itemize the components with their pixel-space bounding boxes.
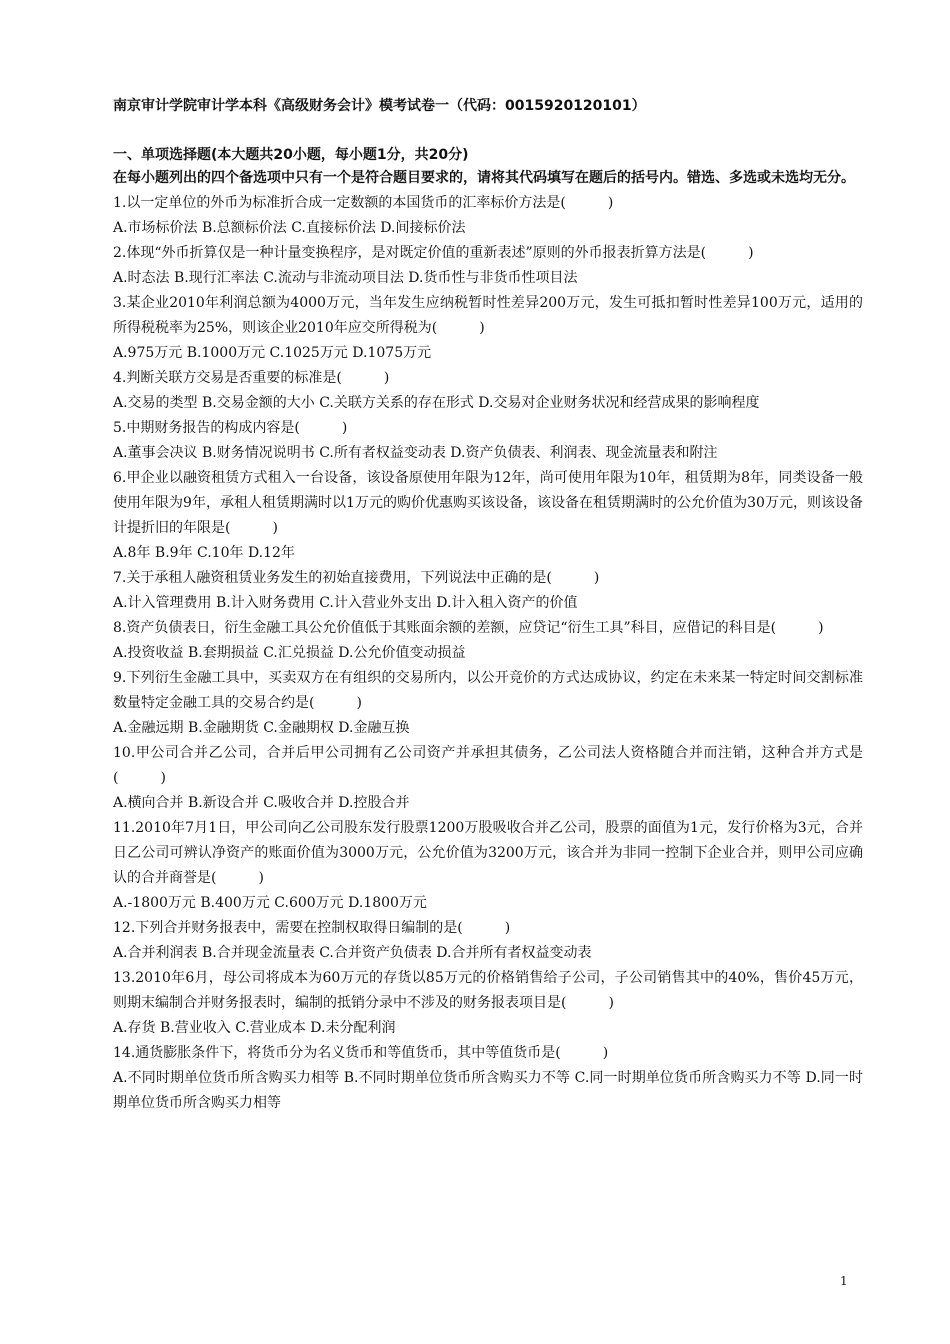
question-options: A.975万元 B.1000万元 C.1025万元 D.1075万元 bbox=[113, 345, 432, 361]
question-options: A.投资收益 B.套期损益 C.汇兑损益 D.公允价值变动损益 bbox=[113, 645, 466, 661]
question-text: 7.关于承租人融资租赁业务发生的初始直接费用，下列说法中正确的是( ) bbox=[113, 570, 600, 586]
question-text: 3.某企业2010年利润总额为4000万元，当年发生应纳税暂时性差异200万元，发生可抵扣暂时性差异100万元，适用的所得税税率为25%，则该企业2010年应交所得税为( ) bbox=[113, 295, 863, 336]
question-item bbox=[113, 291, 863, 366]
question-item bbox=[113, 916, 863, 966]
question-options: A.计入管理费用 B.计入财务费用 C.计入营业外支出 D.计入租入资产的价值 bbox=[113, 595, 578, 611]
question-text: 12.下列合并财务报表中，需要在控制权取得日编制的是( ) bbox=[113, 920, 511, 936]
question-text: 9.下列衍生金融工具中，买卖双方在有组织的交易所内，以公开竞价的方式达成协议，约定在未来某一特定时间交割标准数量特定金融工具的交易合约是( ) bbox=[113, 670, 863, 711]
question-options: A.-1800万元 B.400万元 C.600万元 D.1800万元 bbox=[113, 895, 427, 911]
question-options: A.交易的类型 B.交易金额的大小 C.关联方关系的存在形式 D.交易对企业财务状况和经营成果的影响程度 bbox=[113, 395, 760, 411]
question-list bbox=[113, 191, 863, 1116]
question-options: A.横向合并 B.新设合并 C.吸收合并 D.控股合并 bbox=[113, 795, 410, 811]
section-heading: 一、单项选择题(本大题共20小题，每小题1分，共20分) bbox=[113, 147, 469, 163]
question-text: 2.体现“外币折算仅是一种计量变换程序，是对既定价值的重新表述”原则的外币报表折算方法是( ) bbox=[113, 245, 754, 261]
exam-title: 南京审计学院审计学本科《高级财务会计》模考试卷一（代码：0015920120101） bbox=[113, 98, 646, 114]
question-item bbox=[113, 666, 863, 741]
question-text: 8.资产负债表日，衍生金融工具公允价值低于其账面余额的差额，应贷记“衍生工具”科目，应借记的科目是( ) bbox=[113, 620, 824, 636]
question-options: A.金融远期 B.金融期货 C.金融期权 D.金融互换 bbox=[113, 720, 410, 736]
question-item bbox=[113, 966, 863, 1041]
question-text: 5.中期财务报告的构成内容是( ) bbox=[113, 420, 348, 436]
question-options: A.时态法 B.现行汇率法 C.流动与非流动项目法 D.货币性与非货币性项目法 bbox=[113, 270, 578, 286]
question-item bbox=[113, 816, 863, 916]
question-item bbox=[113, 616, 863, 666]
question-text: 10.甲公司合并乙公司，合并后甲公司拥有乙公司资产并承担其债务，乙公司法人资格随合并而注销，这种合并方式是( ) bbox=[113, 745, 863, 786]
question-options: A.董事会决议 B.财务情况说明书 C.所有者权益变动表 D.资产负债表、利润表、现金流量表和附注 bbox=[113, 445, 718, 461]
question-options: A.市场标价法 B.总额标价法 C.直接标价法 D.间接标价法 bbox=[113, 220, 466, 236]
question-options: A.不同时期单位货币所含购买力相等 B.不同时期单位货币所含购买力不等 C.同一时期单位货币所含购买力不等 D.同一时期单位货币所含购买力相等 bbox=[113, 1070, 863, 1111]
question-text: 11.2010年7月1日，甲公司向乙公司股东发行股票1200万股吸收合并乙公司，股票的面值为1元，发行价格为3元，合并日乙公司可辨认净资产的账面价值为3000万元，公允价值为3200万元，该合并为非同一控制下企业合并，则甲公司应确认的合并商誉是( ) bbox=[113, 820, 863, 886]
question-item bbox=[113, 466, 863, 566]
question-item bbox=[113, 366, 863, 416]
question-item bbox=[113, 191, 863, 241]
question-text: 14.通货膨胀条件下，将货币分为名义货币和等值货币，其中等值货币是( ) bbox=[113, 1045, 609, 1061]
question-options: A.8年 B.9年 C.10年 D.12年 bbox=[113, 545, 295, 561]
question-text: 1.以一定单位的外币为标准折合成一定数额的本国货币的汇率标价方法是( ) bbox=[113, 195, 614, 211]
exam-page bbox=[113, 96, 863, 1116]
section-instructions: 在每小题列出的四个备选项中只有一个是符合题目要求的，请将其代码填写在题后的括号内。错选、多选或未选均无分。 bbox=[113, 170, 855, 186]
question-options: A.合并利润表 B.合并现金流量表 C.合并资产负债表 D.合并所有者权益变动表 bbox=[113, 945, 592, 961]
question-text: 6.甲企业以融资租赁方式租入一台设备，该设备原使用年限为12年，尚可使用年限为10年，租赁期为8年，同类设备一般使用年限为9年，承租人租赁期满时以1万元的购价优惠购买该设备，该设备在租赁期满时的公允价值为30万元，则该设备计提折旧的年限是( ) bbox=[113, 470, 863, 536]
question-item bbox=[113, 1041, 863, 1116]
question-options: A.存货 B.营业收入 C.营业成本 D.未分配利润 bbox=[113, 1020, 396, 1036]
page-number: 1 bbox=[840, 1274, 848, 1288]
question-item bbox=[113, 416, 863, 466]
question-text: 13.2010年6月，母公司将成本为60万元的存货以85万元的价格销售给子公司，子公司销售其中的40%，售价45万元，则期末编制合并财务报表时，编制的抵销分录中不涉及的财务报表项目是( ) bbox=[113, 970, 863, 1011]
question-item bbox=[113, 241, 863, 291]
question-item bbox=[113, 741, 863, 816]
question-text: 4.判断关联方交易是否重要的标准是( ) bbox=[113, 370, 390, 386]
question-item bbox=[113, 566, 863, 616]
